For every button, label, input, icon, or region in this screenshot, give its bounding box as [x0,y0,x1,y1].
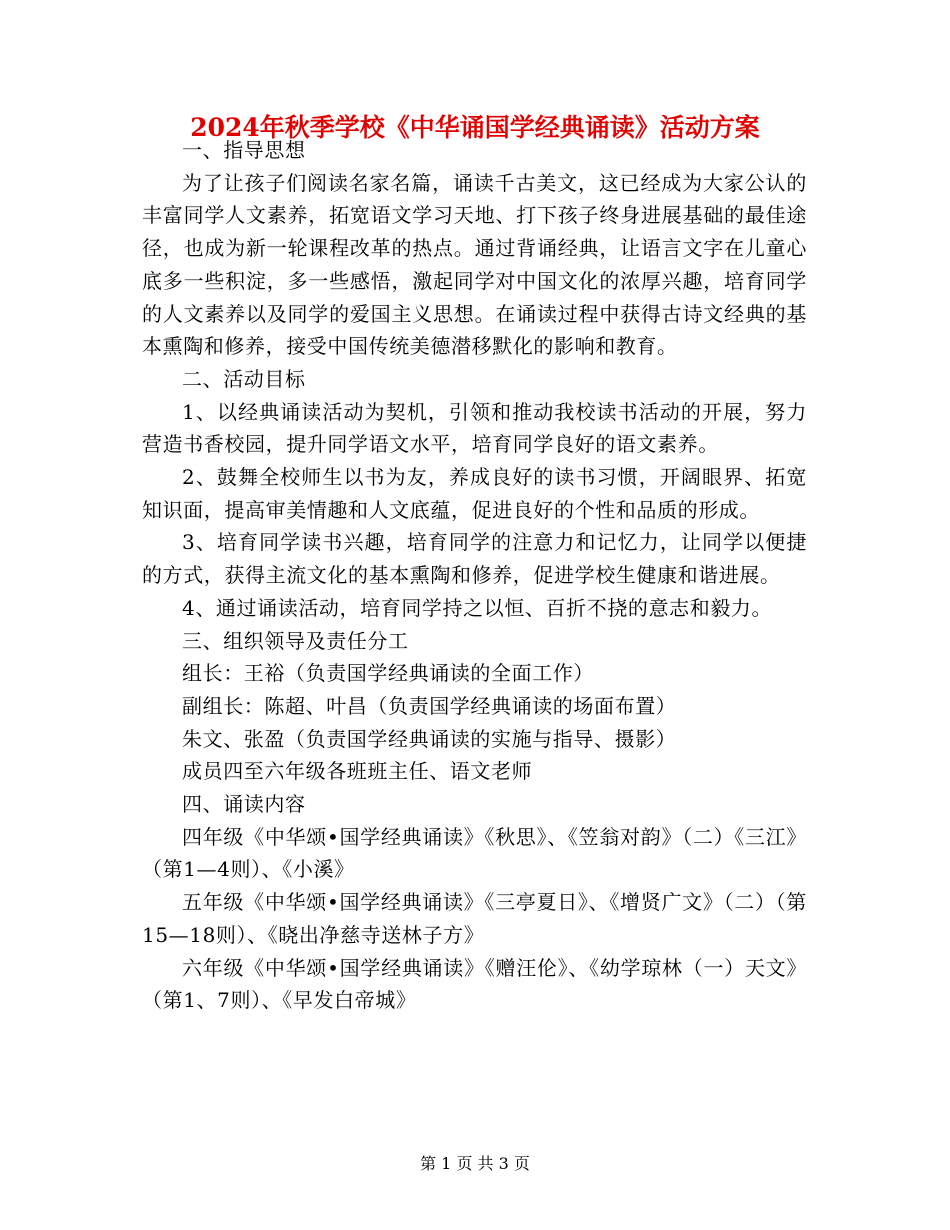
section-heading-organization: 三、组织领导及责任分工 [182,628,409,653]
goal-item-1: 1、以经典诵读活动为契机，引领和推动我校读书活动的开展，努力营造书香校园，提升同学语文水平，培育同学良好的语文素养。 [142,399,807,457]
page-footer [0,1152,950,1176]
section-heading-activity-goals: 二、活动目标 [182,366,306,391]
document-body [142,134,807,1017]
section-heading-reading-content: 四、诵读内容 [182,792,306,817]
org-deputy-leaders: 副组长：陈超、叶昌（负责国学经典诵读的场面布置） [182,693,677,718]
paragraph-guiding-idea: 为了让孩子们阅读名家名篇，诵读千古美文，这已经成为大家公认的丰富同学人文素养，拓宽语文学习天地、打下孩子终身进展基础的最佳途径，也成为新一轮课程改革的热点。通过背诵经典，让语言文字在儿童心底多一些积淀，多一些感悟，激起同学对中国文化的浓厚兴趣，培育同学的人文素养以及同学的爱国主义思想。在诵读过程中获得古诗文经典的基本熏陶和修养，接受中国传统美德潜移默化的影响和教育。 [142,170,807,359]
org-staff: 朱文、张盈（负责国学经典诵读的实施与指导、摄影） [182,726,677,751]
org-leader: 组长：王裕（负责国学经典诵读的全面工作） [182,661,594,686]
document-title: 2024年秋季学校《中华诵国学经典诵读》活动方案 [190,113,760,142]
org-members: 成员四至六年级各班班主任、语文老师 [182,759,533,784]
goal-item-2: 2、鼓舞全校师生以书为友，养成良好的读书习惯，开阔眼界、拓宽知识面，提高审美情趣和人文底蕴，促进良好的个性和品质的形成。 [142,465,807,522]
page-number-label: 第 1 页 共 3 页 [420,1154,530,1173]
goal-item-4: 4、通过诵读活动，培育同学持之以恒、百折不挠的意志和毅力。 [182,595,773,620]
section-heading-guiding-idea: 一、指导思想 [182,138,306,162]
goal-item-3: 3、培育同学读书兴趣，培育同学的注意力和记忆力，让同学以便捷的方式，获得主流文化的基本熏陶和修养，促进学校生健康和谐进展。 [142,530,807,588]
reading-grade-4: 四年级《中华颂•国学经典诵读》《秋思》、《笠翁对韵》（二）《三江》（第1—4则）、《小溪》 [142,824,807,882]
reading-grade-5: 五年级《中华颂•国学经典诵读》《三亭夏日》、《增贤广文》（二）（第15—18则）、《晓出净慈寺送林子方》 [142,890,807,947]
reading-grade-6: 六年级《中华颂•国学经典诵读》《赠汪伦》、《幼学琼林（一）天文》（第1、7则）、《早发白帝城》 [142,955,807,1013]
